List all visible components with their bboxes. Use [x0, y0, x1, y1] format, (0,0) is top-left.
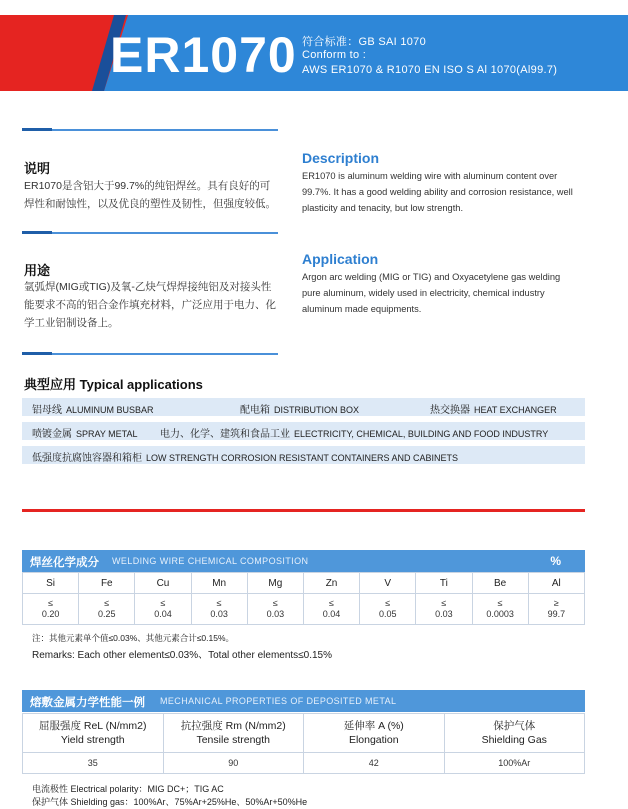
table-row [23, 753, 585, 774]
typical-item [240, 401, 359, 416]
section-rule [22, 129, 278, 131]
typical-applications-title: 典型应用 Typical applications [24, 377, 203, 392]
element-symbol: Mg [247, 573, 303, 594]
description-zh-line: 焊性和耐蚀性，以及优良的塑性及韧性，但强度较低。 [24, 198, 276, 210]
element-value: 0.04 [154, 609, 172, 619]
column-header-zh: 延伸率 A (%) [343, 720, 404, 732]
application-en-text [302, 269, 592, 317]
property-value: 90 [163, 753, 304, 774]
typical-item-zh: 喷镀金属 [32, 429, 72, 440]
element-value: 0.03 [435, 609, 453, 619]
column-header-en: Tensile strength [196, 734, 271, 746]
application-en-line: aluminum made equipments. [302, 304, 422, 314]
standard-aws-en: AWS ER1070 & R1070 EN ISO S Al 1070(Al99.7) [302, 64, 558, 76]
application-zh-line: 学工业铝制设备上。 [24, 317, 119, 329]
product-title: ER1070 [110, 27, 297, 83]
limit-symbol: ≥ [553, 598, 559, 608]
typical-item-zh: 电力、化学、建筑和食品工业 [160, 429, 290, 440]
property-value: 42 [304, 753, 445, 774]
typical-item-en: SPRAY METAL [76, 429, 138, 439]
typical-item [430, 401, 557, 416]
section-rule [22, 353, 278, 355]
typical-row [22, 398, 585, 416]
typical-item [32, 449, 458, 464]
chemistry-unit: % [550, 554, 561, 568]
electrical-polarity-note: 电流极性 Electrical polarity：MIG DC+；TIG AC [32, 784, 224, 794]
limit-symbol: ≤ [272, 598, 278, 608]
chemistry-table [22, 572, 585, 625]
typical-item [32, 401, 154, 416]
column-header [444, 714, 585, 753]
property-value: 35 [23, 753, 164, 774]
mechanical-table-header [22, 690, 585, 712]
table-row [23, 594, 585, 625]
description-en-title: Description [302, 150, 380, 166]
column-header [23, 714, 164, 753]
description-zh-line: ER1070是含铝大于99.7%的纯铝焊丝。具有良好的可 [24, 180, 271, 192]
application-zh-text [24, 278, 286, 332]
column-header-en: Elongation [348, 734, 399, 746]
typical-item-zh: 铝母线 [32, 405, 62, 416]
description-en-line: plasticity and tenacity, but low strength. [302, 203, 464, 213]
limit-symbol: ≤ [385, 598, 391, 608]
element-value-cell [247, 594, 303, 625]
section-rule-accent [22, 231, 52, 234]
table-row [23, 714, 585, 753]
element-value-cell [79, 594, 135, 625]
chemistry-title-zh: 焊丝化学成分 [30, 557, 99, 569]
application-zh-title: 用途 [24, 263, 51, 278]
property-value: 100%Ar [444, 753, 585, 774]
typical-item-zh: 配电箱 [240, 405, 270, 416]
section-rule-accent [22, 352, 52, 355]
element-value-cell [135, 594, 191, 625]
element-value-cell [191, 594, 247, 625]
element-value-cell [416, 594, 472, 625]
column-header-en: Yield strength [60, 734, 125, 746]
section-divider-red [22, 509, 585, 512]
application-en-line: Argon arc welding (MIG or TIG) and Oxyacetylene gas welding [302, 272, 561, 282]
remark-zh: 注：其他元素单个值≤0.03%、其他元素合计≤0.15%。 [32, 633, 235, 643]
column-header-zh: 抗拉强度 Rm (N/mm2) [180, 720, 286, 732]
element-value: 0.05 [378, 609, 397, 619]
typical-item-en: LOW STRENGTH CORROSION RESISTANT CONTAINERS AND CABINETS [146, 453, 459, 463]
element-value: 0.03 [266, 609, 285, 619]
element-value-cell [528, 594, 584, 625]
section-rule-accent [22, 128, 52, 131]
column-header [304, 714, 445, 753]
element-value-cell [472, 594, 528, 625]
typical-item [160, 425, 548, 440]
limit-symbol: ≤ [104, 598, 110, 608]
element-value-cell [303, 594, 359, 625]
element-value: 0.0003 [486, 609, 514, 619]
standard-conform-label: Conform to : [302, 49, 367, 61]
description-en-text [302, 168, 592, 216]
section-rule [22, 232, 278, 234]
limit-symbol: ≤ [497, 598, 503, 608]
description-en-line: ER1070 is aluminum welding wire with aluminum content over [302, 171, 558, 181]
element-value-cell [360, 594, 416, 625]
element-symbol: Ti [416, 573, 472, 594]
element-value: 0.03 [210, 609, 228, 619]
chemistry-title-en: WELDING WIRE CHEMICAL COMPOSITION [112, 556, 309, 566]
column-header-zh: 保护气体 [493, 720, 536, 732]
typical-row [22, 446, 585, 464]
typical-item-en: HEAT EXCHANGER [474, 405, 557, 415]
column-header-zh: 屈服强度 ReL (N/mm2) [38, 720, 147, 732]
element-symbol: Zn [303, 573, 359, 594]
element-value: 0.25 [98, 609, 116, 619]
element-symbol: Al [528, 573, 584, 594]
chemistry-table-header [22, 550, 585, 572]
limit-symbol: ≤ [441, 598, 447, 608]
typical-item-en: DISTRIBUTION BOX [274, 405, 360, 415]
element-symbol: Be [472, 573, 528, 594]
typical-item-zh: 热交换器 [430, 405, 470, 416]
mechanical-title-en: MECHANICAL PROPERTIES OF DEPOSITED METAL [160, 696, 397, 706]
typical-row [22, 422, 585, 440]
application-zh-line: 能要求不高的铝合金作填充材料，广泛应用于电力、化 [24, 299, 276, 311]
mechanical-table [22, 713, 585, 774]
application-en-title: Application [302, 251, 379, 267]
limit-symbol: ≤ [216, 598, 222, 608]
typical-item-en: ELECTRICITY, CHEMICAL, BUILDING AND FOOD INDUSTRY [294, 429, 549, 439]
column-header [163, 714, 304, 753]
mechanical-title-zh: 熔敷金属力学性能一例 [30, 697, 145, 709]
application-en-line: pure aluminum, widely used in electricity, chemical industry [302, 288, 545, 298]
element-value: 0.04 [322, 609, 341, 619]
element-symbol: Si [23, 573, 79, 594]
limit-symbol: ≤ [160, 598, 166, 608]
shielding-gas-note: 保护气体 Shielding gas：100%Ar、75%Ar+25%He、50%Ar+50%He [32, 797, 308, 807]
typical-item [32, 425, 138, 440]
description-zh-text [24, 177, 286, 213]
element-value: 0.20 [41, 609, 60, 619]
element-value-cell [23, 594, 79, 625]
remark-en: Remarks: Each other element≤0.03%、Total other elements≤0.15% [32, 650, 333, 661]
typical-item-en: ALUMINUM BUSBAR [66, 405, 154, 415]
typical-item-zh: 低强度抗腐蚀容器和箱柜 [32, 453, 142, 464]
column-header-en: Shielding Gas [481, 734, 547, 746]
table-row [23, 573, 585, 594]
element-symbol: V [360, 573, 416, 594]
application-zh-line: 氩弧焊(MIG或TIG)及氧-乙炔气焊焊接纯铝及对接头性 [24, 281, 272, 293]
element-value: 99.7 [547, 609, 566, 619]
standard-zh: 符合标准：GB SAI 1070 [302, 36, 427, 48]
element-symbol: Fe [79, 573, 135, 594]
limit-symbol: ≤ [48, 598, 54, 608]
limit-symbol: ≤ [329, 598, 334, 608]
description-en-line: 99.7%. It has a good welding ability and corrosion resistance, well [302, 187, 573, 197]
element-symbol: Mn [191, 573, 247, 594]
element-symbol: Cu [135, 573, 191, 594]
description-zh-title: 说明 [24, 161, 51, 176]
